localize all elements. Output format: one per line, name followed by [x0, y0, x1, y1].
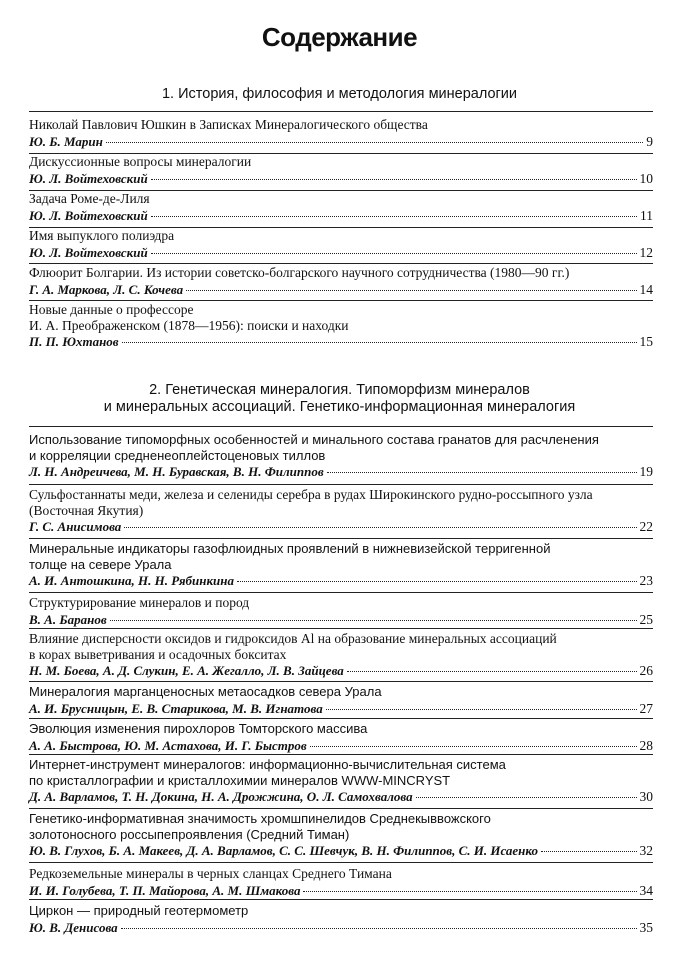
entry-authors: Ю. Б. Марин [29, 133, 103, 149]
toc-entry[interactable] [29, 684, 653, 716]
toc-entry[interactable] [29, 432, 653, 479]
toc-entry[interactable] [29, 595, 653, 627]
toc-entry[interactable] [29, 721, 653, 753]
entry-title: И. А. Преображенском (1878—1956): поиски и находки [29, 317, 349, 333]
entry-page: 32 [639, 843, 653, 858]
entry-title: Флюорит Болгарии. Из истории советско-болгарского научного сотрудничества (1980—90 гг.) [29, 265, 570, 280]
entry-authors: Г. А. Маркова, Л. С. Кочева [29, 281, 184, 297]
dot-leader [326, 709, 637, 710]
dot-leader [327, 472, 637, 473]
toc-entry[interactable] [29, 487, 653, 534]
section-heading-line: 1. История, философия и методология минералогии [161, 86, 518, 102]
entry-title: Циркон — природный геотермометр [29, 903, 249, 918]
dot-leader [347, 671, 637, 672]
toc-entry[interactable] [29, 811, 653, 858]
entry-authors: Ю. Л. Войтеховский [29, 170, 148, 186]
entry-page: 15 [639, 334, 653, 349]
entry-title: Новые данные о профессоре [29, 302, 194, 317]
entry-authors: Г. С. Анисимова [29, 519, 122, 534]
dot-leader [416, 797, 637, 798]
toc-entry[interactable] [29, 154, 653, 186]
dot-leader [151, 179, 637, 180]
toc-entry[interactable] [29, 866, 653, 898]
entry-title: Николай Павлович Юшкин в Записках Минералогического общества [29, 117, 428, 132]
entry-rule [29, 628, 653, 629]
entry-title: Сульфостаннаты меди, железа и селениды серебра в рудах Широкинского рудно-россыпного узла [29, 487, 593, 502]
toc-entry[interactable] [29, 265, 653, 297]
dot-leader [110, 620, 637, 621]
toc-entry[interactable] [29, 757, 653, 804]
entry-title: Эволюция изменения пирохлоров Томторского массива [29, 721, 368, 736]
section-rule [29, 426, 653, 427]
dot-leader [151, 253, 637, 254]
entry-rule [29, 718, 653, 719]
entry-authors: А. И. Брусницын, Е. В. Старикова, М. В. Игнатова [29, 700, 323, 716]
toc-entry[interactable] [29, 903, 653, 935]
entry-title: (Восточная Якутия) [29, 502, 144, 518]
section-rule [29, 111, 653, 112]
entry-authors: И. И. Голубева, Т. П. Майорова, А. М. Шмакова [29, 882, 301, 898]
entry-rule [29, 300, 653, 301]
entry-rule [29, 263, 653, 264]
entry-page: 10 [639, 170, 653, 186]
entry-page: 25 [639, 611, 653, 627]
entry-title: Минеральные индикаторы газофлюидных проявлений в нижневизейской терригенной [29, 541, 551, 556]
dot-leader [237, 581, 637, 582]
entry-page: 23 [639, 573, 653, 588]
entry-rule [29, 808, 653, 809]
entry-rule [29, 862, 653, 863]
entry-title: Использование типоморфных особенностей и минального состава гранатов для расчленения [29, 432, 599, 447]
entry-page: 26 [639, 663, 653, 678]
section-heading-line: 2. Генетическая минералогия. Типоморфизм минералов [149, 382, 530, 398]
entry-title: Генетико-информативная значимость хромшпинелидов Среднекыввожского [29, 811, 491, 826]
entry-authors: Ю. Л. Войтеховский [29, 207, 148, 223]
toc-entry[interactable] [29, 541, 653, 588]
entry-rule [29, 592, 653, 593]
dot-leader [541, 851, 637, 852]
entry-rule [29, 681, 653, 682]
entry-title: толще на севере Урала [29, 556, 172, 572]
entry-title: Минералогия марганценосных метаосадков севера Урала [29, 684, 382, 699]
entry-title: Влияние дисперсности оксидов и гидроксидов Al на образование минеральных ассоциаций [29, 631, 557, 646]
dot-leader [186, 290, 636, 291]
entry-title: Редкоземельные минералы в черных сланцах Среднего Тимана [29, 866, 392, 881]
entry-authors: А. А. Быстрова, Ю. М. Астахова, И. Г. Быстров [29, 737, 307, 753]
entry-rule [29, 484, 653, 485]
entry-title: Дискуссионные вопросы минералогии [29, 154, 252, 169]
entry-page: 12 [639, 244, 653, 260]
entry-title: Имя выпуклого полиэдра [29, 228, 175, 243]
entry-page: 9 [646, 133, 653, 149]
entry-title: в корах выветривания и осадочных бокситах [29, 646, 287, 662]
toc-entry[interactable] [29, 228, 653, 260]
entry-page: 19 [639, 464, 653, 479]
dot-leader [122, 342, 637, 343]
entry-authors: П. П. Юхтанов [29, 334, 119, 349]
dot-leader [310, 746, 637, 747]
entry-title: Структурирование минералов и пород [29, 595, 250, 610]
entry-page: 14 [639, 281, 653, 297]
dot-leader [121, 928, 637, 929]
entry-rule [29, 538, 653, 539]
entry-authors: В. А. Баранов [29, 611, 107, 627]
entry-title: и корреляции средненеоплейстоценовых тиллов [29, 447, 326, 463]
entry-authors: Л. Н. Андреичева, М. Н. Буравская, В. Н. Филиппов [29, 464, 324, 479]
section-heading [0, 86, 679, 103]
entry-page: 22 [639, 519, 653, 534]
entry-authors: Н. М. Боева, А. Д. Слукин, Е. А. Жегалло, Л. В. Зайцева [29, 663, 344, 678]
toc-entry[interactable] [29, 302, 653, 349]
entry-rule [29, 754, 653, 755]
entry-title: золотоносного россыпепроявления (Средний Тиман) [29, 826, 350, 842]
entry-rule [29, 899, 653, 900]
entry-page: 34 [639, 882, 653, 898]
dot-leader [303, 891, 636, 892]
section-heading-line: и минеральных ассоциаций. Генетико-информационная минералогия [103, 399, 576, 415]
entry-authors: Ю. В. Глухов, Б. А. Макеев, Д. А. Варламов, С. С. Шевчук, В. Н. Филиппов, С. И. Исаенко [29, 843, 538, 858]
entry-page: 30 [639, 789, 653, 804]
toc-entry[interactable] [29, 631, 653, 678]
entry-authors: Ю. Л. Войтеховский [29, 244, 148, 260]
dot-leader [151, 216, 637, 217]
toc-entry[interactable] [29, 117, 653, 149]
entry-page: 28 [639, 737, 653, 753]
entry-authors: Ю. В. Денисова [29, 919, 118, 935]
entry-title: по кристаллографии и кристаллохимии минералов WWW-MINCRYST [29, 772, 451, 788]
entry-title: Интернет-инструмент минералогов: информационно-вычислительная система [29, 757, 506, 772]
toc-entry[interactable] [29, 191, 653, 223]
section-heading [0, 382, 679, 416]
page-title: Содержание [261, 22, 418, 52]
entry-page: 27 [639, 700, 653, 716]
entry-title: Задача Роме-де-Лиля [29, 191, 150, 206]
entry-page: 35 [639, 919, 653, 935]
dot-leader [106, 142, 643, 143]
entry-authors: Д. А. Варламов, Т. Н. Докина, Н. А. Дрожжина, О. Л. Самохвалова [29, 789, 413, 804]
entry-page: 11 [640, 207, 653, 223]
entry-authors: А. И. Антошкина, Н. Н. Рябинкина [29, 573, 234, 588]
dot-leader [124, 527, 636, 528]
